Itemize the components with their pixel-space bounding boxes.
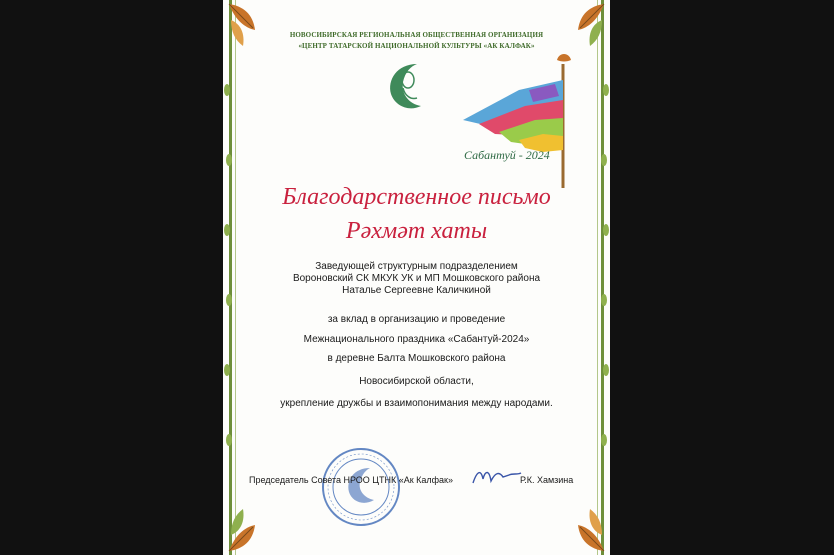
signatory-label: Председатель Совета НРОО ЦТНК «Ак Калфак» <box>249 475 453 485</box>
signatory-name: Р.К. Хамзина <box>520 475 574 485</box>
title-russian: Благодарственное письмо <box>282 184 551 210</box>
recipient-line: Наталье Сергеевне Каличкиной <box>342 285 491 296</box>
sabantuy-pole-flag-icon <box>459 50 585 190</box>
bottom-left-leaf-ornament <box>223 503 269 555</box>
organization-name-line-1: НОВОСИБИРСКАЯ РЕГИОНАЛЬНАЯ ОБЩЕСТВЕННАЯ ОРГАНИЗАЦИЯ <box>289 31 544 39</box>
letter-page <box>223 0 610 555</box>
recipient-line: Вороновский СК МКУК УК и МП Мошковского района <box>292 273 541 284</box>
body-line: укрепление дружбы и взаимопонимания между народами. <box>280 398 553 409</box>
event-label: Сабантуй - 2024 <box>464 148 550 162</box>
organization-name-line-2: «ЦЕНТР ТАТАРСКОЙ НАЦИОНАЛЬНОЙ КУЛЬТУРЫ «АК КАЛФАК» <box>298 42 535 50</box>
bottom-right-leaf-ornament <box>564 503 610 555</box>
handwritten-signature-icon <box>469 465 525 491</box>
recipient-block <box>223 261 610 297</box>
ak-kalfak-logo-icon <box>383 58 433 114</box>
body-line: Межнационального праздника «Сабантуй-2024» <box>303 334 530 345</box>
organization-stamp-icon <box>320 446 402 528</box>
recipient-line: Заведующей структурным подразделением <box>315 261 518 272</box>
title-tatar: Рәхмәт хаты <box>345 218 488 244</box>
body-line: Новосибирской области, <box>359 376 474 387</box>
body-line: за вклад в организацию и проведение <box>327 314 506 325</box>
body-line: в деревне Балта Мошковского района <box>327 353 506 364</box>
top-right-leaf-ornament <box>564 0 610 52</box>
